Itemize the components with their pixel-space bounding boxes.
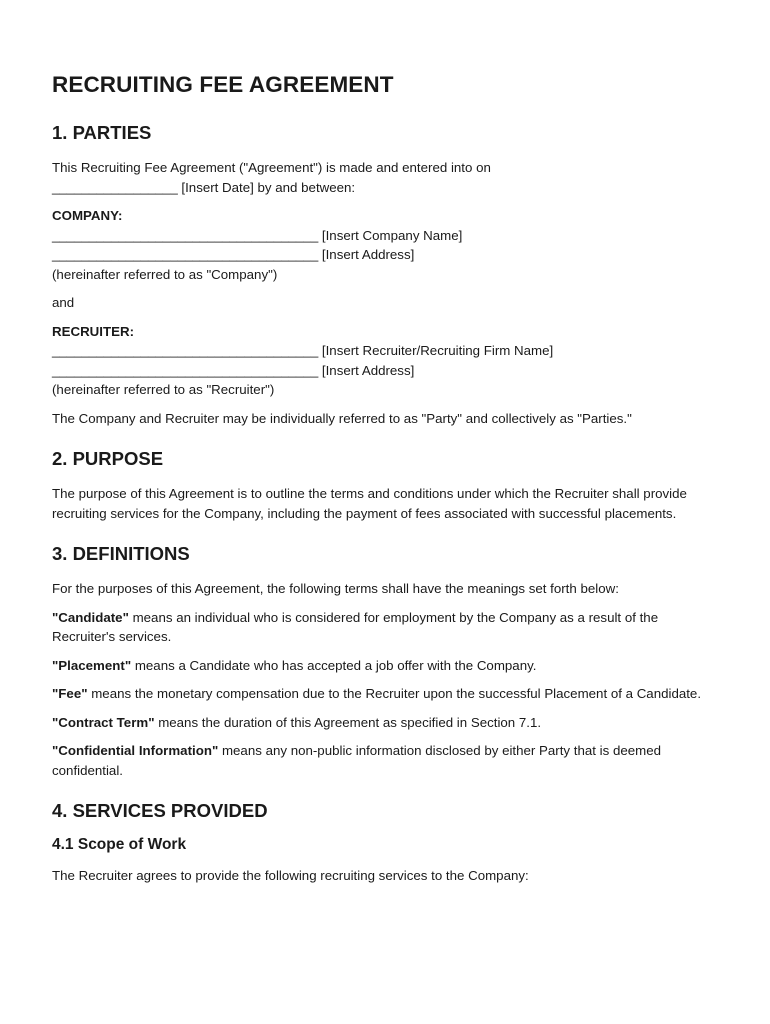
company-address-line: ____________________________________ [Insert Address]	[52, 247, 415, 262]
subsection-heading-scope: 4.1 Scope of Work	[52, 836, 187, 853]
parties-intro-line2: _________________ [Insert Date] by and between:	[52, 179, 356, 195]
definition-term: "Contract Term"	[52, 714, 155, 730]
company-block	[52, 206, 718, 284]
recruiter-address-line: ____________________________________ [Insert Address]	[52, 362, 415, 378]
definition-text: means the duration of this Agreement as specified in Section 7.1.	[154, 714, 542, 730]
definition-placement	[52, 656, 718, 676]
recruiter-block	[52, 322, 718, 400]
definition-term: "Fee"	[52, 686, 88, 701]
section-heading-parties: 1. PARTIES	[52, 122, 152, 143]
section-purpose	[52, 448, 718, 523]
recruiter-hereinafter: (hereinafter referred to as "Recruiter")	[52, 382, 275, 397]
recruiter-label: RECRUITER:	[52, 323, 134, 339]
definition-candidate	[52, 608, 718, 647]
parties-intro-line1: This Recruiting Fee Agreement ("Agreement") is made and entered into on	[52, 160, 491, 175]
section-definitions	[52, 543, 718, 780]
section-parties	[52, 122, 718, 428]
definition-confidential-information	[52, 741, 718, 780]
definition-term: "Candidate"	[52, 609, 129, 625]
company-hereinafter: (hereinafter referred to as "Company")	[52, 266, 278, 282]
definition-text: means a Candidate who has accepted a job offer with the Company.	[131, 657, 537, 673]
company-name-line: ____________________________________ [Insert Company Name]	[52, 227, 463, 243]
definition-contract-term	[52, 713, 718, 733]
section-heading-services: 4. SERVICES PROVIDED	[52, 800, 268, 821]
purpose-text: The purpose of this Agreement is to outline the terms and conditions under which the Recruiter shall provide recruiting services for the Company, including the payment of fees associated with successful placements.	[52, 486, 687, 521]
company-label: COMPANY:	[52, 208, 123, 223]
parties-note: The Company and Recruiter may be individually referred to as "Party" and collectively as "Parties."	[52, 410, 632, 426]
and-text: and	[52, 295, 75, 310]
scope-text: The Recruiter agrees to provide the following recruiting services to the Company:	[52, 868, 529, 883]
recruiter-name-line: ____________________________________ [Insert Recruiter/Recruiting Firm Name]	[52, 343, 554, 358]
definition-fee	[52, 684, 718, 704]
definition-text: means any non-public information disclosed by either Party that is deemed confidential.	[52, 743, 661, 778]
definition-text: means the monetary compensation due to the Recruiter upon the successful Placement of a Candidate.	[87, 686, 702, 701]
section-heading-purpose: 2. PURPOSE	[52, 448, 164, 469]
definition-text: means an individual who is considered for employment by the Company as a result of the Recruiter's services.	[52, 609, 659, 644]
section-heading-definitions: 3. DEFINITIONS	[52, 543, 190, 564]
document-title: RECRUITING FEE AGREEMENT	[52, 72, 394, 97]
definition-term: "Placement"	[52, 657, 132, 673]
parties-intro	[52, 158, 718, 197]
definitions-intro: For the purposes of this Agreement, the following terms shall have the meanings set forth below:	[52, 581, 619, 596]
definition-term: "Confidential Information"	[52, 743, 219, 758]
section-services	[52, 800, 718, 886]
